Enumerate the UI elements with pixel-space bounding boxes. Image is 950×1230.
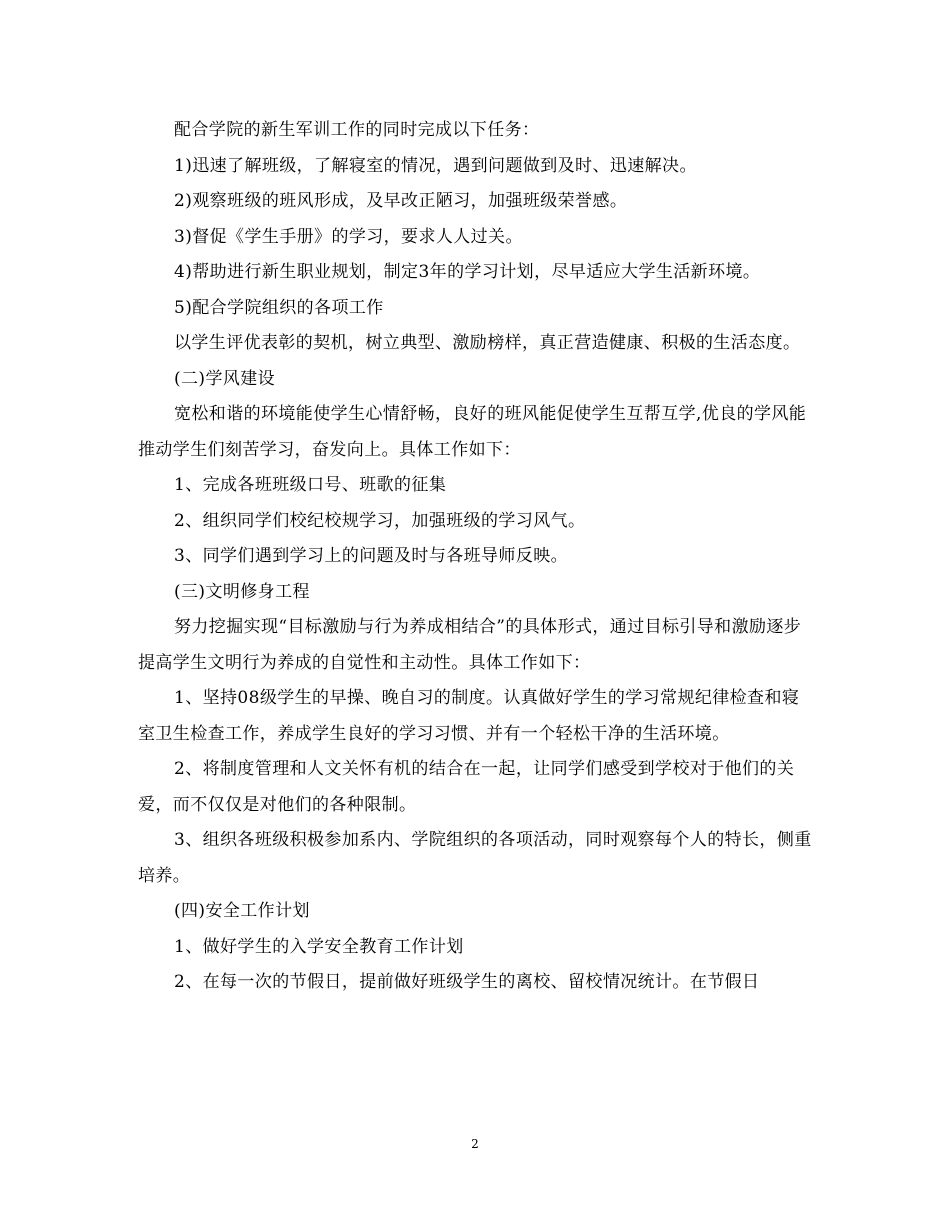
task-item-4: 4)帮助进行新生职业规划，制定3年的学习计划，尽早适应大学生活新环境。: [174, 262, 761, 282]
civility-item-3: 3、组织各班级积极参加系内、学院组织的各项活动，同时观察每个人的特长，侧重培养。: [138, 830, 812, 886]
paragraph-civility: 努力挖掘实现“目标激励与行为养成相结合”的具体形式，通过目标引导和激励逐步提高学生文明行为养成的自觉性和主动性。具体工作如下：: [138, 617, 802, 673]
safety-item-1: 1、做好学生的入学安全教育工作计划: [174, 936, 464, 957]
task-item-5: 5)配合学院组织的各项工作: [174, 297, 384, 318]
page-number: 2: [471, 1137, 479, 1151]
section-heading-civility: (三)文明修身工程: [174, 581, 310, 602]
task-item-3: 3)督促《学生手册》的学习，要求人人过关。: [174, 226, 523, 247]
study-item-3: 3、同学们遇到学习上的问题及时与各班导师反映。: [174, 546, 569, 566]
section-heading-safety: (四)安全工作计划: [174, 901, 310, 921]
paragraph-awards: 以学生评优表彰的契机，树立典型、激励榜样，真正营造健康、积极的生活态度。: [174, 333, 801, 353]
document-body: [138, 113, 814, 1001]
study-item-2: 2、组织同学们校纪校规学习，加强班级的学习风气。: [174, 510, 586, 531]
civility-item-2: 2、将制度管理和人文关怀有机的结合在一起，让同学们感受到学校对于他们的关爱，而不仅仅是对他们的各种限制。: [138, 759, 795, 815]
study-item-1: 1、完成各班班级口号、班歌的征集: [174, 475, 447, 495]
civility-item-1: 1、坚持08级学生的早操、晚自习的制度。认真做好学生的学习常规纪律检查和寝室卫生检查工作，养成学生良好的学习习惯、并有一个轻松干净的生活环境。: [138, 688, 800, 744]
paragraph-study-style: 宽松和谐的环境能使学生心情舒畅，良好的班风能促使学生互帮互学,优良的学风能推动学生们刻苦学习，奋发向上。具体工作如下：: [138, 404, 807, 460]
section-heading-study-style: (二)学风建设: [174, 368, 276, 389]
safety-item-2: 2、在每一次的节假日，提前做好班级学生的离校、留校情况统计。在节假日: [174, 972, 760, 992]
task-item-1: 1)迅速了解班级，了解寝室的情况，遇到问题做到及时、迅速解决。: [174, 155, 697, 176]
paragraph-intro: 配合学院的新生军训工作的同时完成以下任务：: [174, 120, 540, 140]
task-item-2: 2)观察班级的班风形成，及早改正陋习，加强班级荣誉感。: [174, 191, 628, 211]
